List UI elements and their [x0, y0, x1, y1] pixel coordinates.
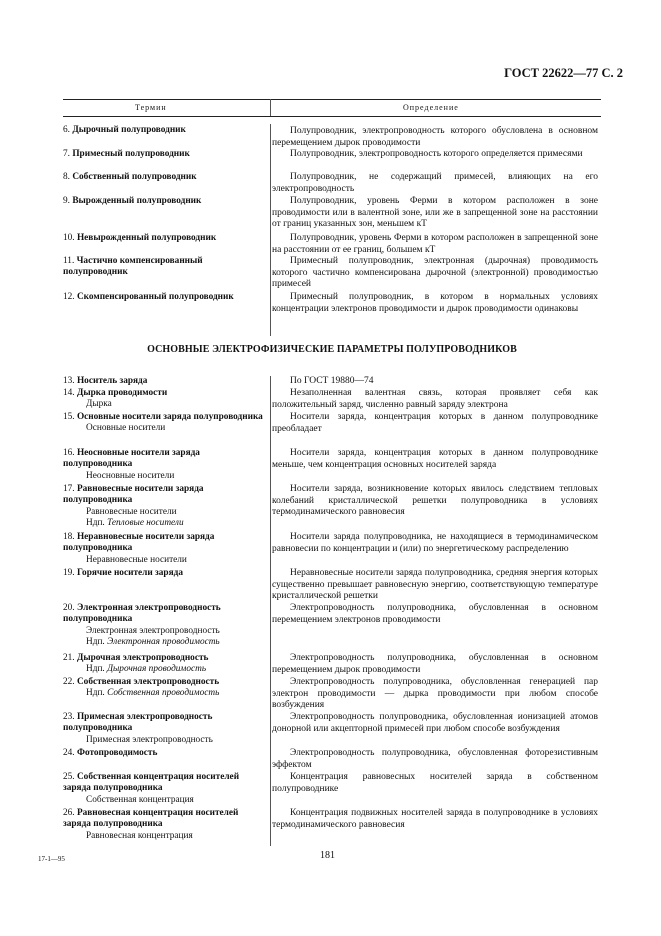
synonym-text: Электронная проводимость — [107, 636, 220, 647]
synonym-text: Собственная концентрация — [86, 794, 194, 805]
term-entry — [63, 484, 268, 529]
term-synonym — [63, 664, 268, 675]
term-title: Невырожденный полупроводник — [76, 233, 217, 243]
term-entry — [63, 196, 268, 207]
term-number: 21. — [63, 653, 75, 663]
term-number: 7. — [63, 149, 70, 159]
term-title: Электронная электропроводность полупроводника — [63, 603, 221, 625]
term-title: Собственный полупроводник — [72, 172, 197, 182]
term-number: 18. — [63, 532, 75, 542]
term-definition: Концентрация подвижных носителей заряда в полупроводнике в условиях термодинамического равновесия — [272, 808, 598, 830]
table-header-rule — [63, 116, 601, 117]
synonym-text: Дырочная проводимость — [107, 664, 207, 675]
section-title: ОСНОВНЫЕ ЭЛЕКТРОФИЗИЧЕСКИЕ ПАРАМЕТРЫ ПОЛУПРОВОДНИКОВ — [147, 344, 517, 355]
term-synonym — [63, 423, 268, 434]
term-title: Дырочный полупроводник — [72, 125, 186, 135]
term-definition: Носители заряда, концентрация которых в данном полупроводнике меньше, чем концентрация основных носителей заряда — [272, 448, 598, 470]
term-entry — [63, 376, 268, 387]
term-definition: Носители заряда, концентрация которых в данном полупроводнике преобладает — [272, 412, 598, 434]
term-definition: Неравновесные носители заряда полупроводника, средняя энергия которых существенно превышает равновесную энергию, соответствующую температуре кристаллической решетки — [272, 568, 598, 602]
term-number: 10. — [63, 233, 75, 243]
synonym-text: Неравновесные носители — [86, 554, 187, 565]
term-number: 12. — [63, 292, 75, 302]
term-entry — [63, 568, 268, 579]
page-number: 181 — [320, 850, 335, 861]
term-entry — [63, 653, 268, 676]
synonym-text: Неосновные носители — [86, 470, 175, 481]
synonym-prefix: Ндп. — [86, 636, 108, 647]
column-header-term: Термин — [135, 103, 167, 112]
term-synonym — [63, 688, 268, 699]
term-entry — [63, 412, 268, 435]
term-definition: Полупроводник, электропроводность которого определяется примесями — [290, 149, 583, 159]
synonym-text: Дырка — [86, 399, 112, 410]
term-number: 19. — [63, 568, 75, 578]
term-number: 11. — [63, 256, 75, 266]
term-number: 14. — [63, 388, 75, 398]
term-title: Неосновные носители заряда полупроводника — [63, 448, 200, 470]
term-synonym — [63, 555, 268, 566]
term-definition: Полупроводник, уровень Ферми в котором расположен в зоне проводимости или в валентной зоне, или же в запрещенной зоне на расстоянии от границ указанных зон, меньшем кТ — [272, 196, 598, 230]
term-definition: Носители заряда полупроводника, не находящиеся в термодинамическом равновесии по концентрации и (или) по энергетическому распределению — [272, 532, 598, 554]
term-entry — [63, 388, 268, 411]
term-number: 26. — [63, 808, 75, 818]
term-number: 20. — [63, 603, 75, 613]
column-header-definition: Определение — [403, 103, 459, 112]
term-title: Фотопроводимость — [76, 748, 158, 758]
term-definition: Носители заряда, возникновение которых явилось следствием тепловых колебаний кристаллической решетки полупроводника в условиях термодинамического равновесия — [272, 484, 598, 518]
term-entry — [63, 677, 268, 700]
term-title: Примесный полупроводник — [72, 149, 190, 159]
term-definition: Электропроводность полупроводника, обусловленная фоторезистивным эффектом — [272, 748, 598, 770]
term-synonym — [63, 471, 268, 482]
term-entry — [63, 172, 268, 183]
synonym-text: Основные носители — [86, 423, 166, 434]
term-synonym — [63, 518, 268, 529]
term-synonym — [63, 795, 268, 806]
term-number: 22. — [63, 677, 75, 687]
term-synonym — [63, 735, 268, 746]
term-entry — [63, 292, 268, 303]
term-title: Дырочная электропроводность — [76, 653, 209, 663]
term-number: 15. — [63, 412, 75, 422]
synonym-text: Примесная электропроводность — [86, 734, 213, 745]
term-number: 9. — [63, 196, 70, 206]
synonym-prefix: Ндп. — [86, 517, 108, 528]
term-definition: Примесный полупроводник, в котором в нормальных условиях концентрации электронов проводимости и дырок проводимости одинаковы — [272, 292, 598, 314]
term-entry — [63, 233, 268, 244]
term-synonym — [63, 507, 268, 518]
term-entry — [63, 772, 268, 806]
term-definition: Электропроводность полупроводника, обусловленная в основном перемещением дырок проводимости — [272, 653, 598, 675]
term-entry — [63, 532, 268, 566]
term-definition: Концентрация равновесных носителей заряда в собственном полупроводнике — [272, 772, 598, 794]
term-title: Примесная электропроводность полупроводника — [63, 712, 213, 734]
column-divider-bottom — [270, 376, 271, 846]
term-title: Частично компенсированный полупроводник — [63, 256, 203, 278]
term-title: Носитель заряда — [76, 376, 148, 386]
term-title: Вырожденный полупроводник — [72, 196, 202, 206]
synonym-text: Тепловые носители — [107, 517, 184, 528]
term-definition: Полупроводник, уровень Ферми в котором расположен в запрещенной зоне на расстоянии от ее границ, большем кТ — [272, 233, 598, 255]
term-definition: Примесный полупроводник, электронная (дырочная) проводимость которого частично компенсирована дырочной (электронной) проводимостью примесей — [272, 256, 598, 290]
term-number: 23. — [63, 712, 75, 722]
term-synonym — [63, 399, 268, 410]
term-definition: Электропроводность полупроводника, обусловленная ионизацией атомов донорной или акцепторной примесей при любом способе возбуждения — [272, 712, 598, 734]
term-number: 13. — [63, 376, 75, 386]
term-definition: Полупроводник, электропроводность которого обусловлена в основном перемещением дырок проводимости — [272, 126, 598, 148]
term-synonym — [63, 637, 268, 648]
synonym-prefix: Ндп. — [86, 664, 108, 675]
term-number: 16. — [63, 448, 75, 458]
column-divider-top — [270, 124, 271, 336]
term-title: Равновесные носители заряда полупроводника — [63, 484, 204, 506]
term-entry — [63, 149, 268, 160]
term-title: Основные носители заряда полупроводника — [76, 412, 263, 422]
term-title: Скомпенсированный полупроводник — [76, 292, 234, 302]
synonym-text: Равновесные носители — [86, 506, 177, 517]
synonym-text: Равновесная концентрация — [86, 830, 193, 841]
term-entry — [63, 448, 268, 482]
term-number: 6. — [63, 125, 70, 135]
term-entry — [63, 603, 268, 648]
synonym-text: Собственная проводимость — [107, 688, 220, 699]
synonym-prefix: Ндп. — [86, 688, 108, 699]
term-number: 17. — [63, 484, 75, 494]
term-title: Собственная электропроводность — [76, 677, 220, 687]
term-entry — [63, 712, 268, 746]
term-entry — [63, 748, 268, 759]
term-definition: Полупроводник, не содержащий примесей, влияющих на его электропроводность — [272, 172, 598, 194]
term-entry — [63, 256, 268, 279]
column-divider-header — [270, 99, 271, 116]
term-title: Собственная концентрация носителей заряда полупроводника — [63, 772, 240, 794]
term-title: Равновесная концентрация носителей заряда полупроводника — [63, 808, 239, 830]
term-synonym — [63, 626, 268, 637]
term-number: 8. — [63, 172, 70, 182]
term-synonym — [63, 831, 268, 842]
document-code: ГОСТ 22622—77 С. 2 — [504, 66, 623, 80]
term-number: 25. — [63, 772, 75, 782]
term-number: 24. — [63, 748, 75, 758]
term-definition: Электропроводность полупроводника, обусловленная в основном перемещением электронов проводимости — [272, 603, 598, 625]
term-entry — [63, 125, 268, 136]
footer-code: 17-1—95 — [38, 855, 65, 863]
term-title: Горячие носители заряда — [76, 568, 183, 578]
term-definition: Электропроводность полупроводника, обусловленная генерацией пар электрон проводимости — дырка проводимости при любом способе возбуждения — [272, 677, 598, 711]
table-top-rule — [63, 99, 601, 100]
term-entry — [63, 808, 268, 842]
term-definition: Незаполненная валентная связь, которая проявляет себя как положительный заряд, численно равный заряду электрона — [272, 388, 598, 410]
term-definition: По ГОСТ 19880—74 — [290, 376, 374, 386]
synonym-text: Электронная электропроводность — [86, 625, 220, 636]
term-title: Дырка проводимости — [76, 388, 168, 398]
term-title: Неравновесные носители заряда полупроводника — [63, 532, 215, 554]
